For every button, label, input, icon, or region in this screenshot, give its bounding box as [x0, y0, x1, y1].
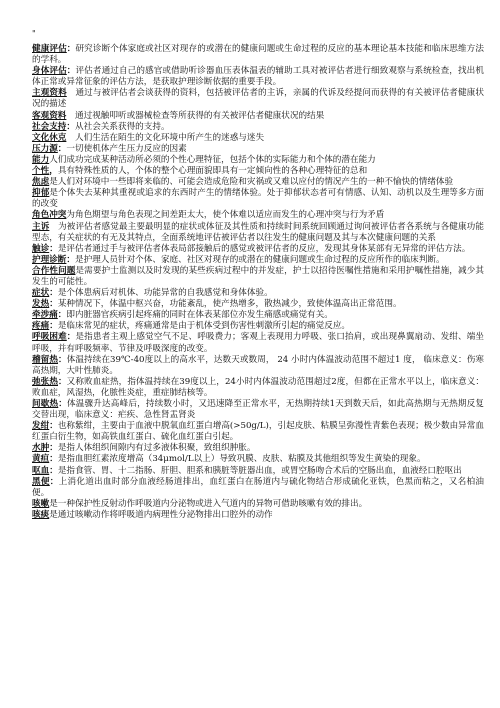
- entry-term: 合作性问题: [32, 265, 76, 276]
- glossary-entry: [32, 266, 484, 288]
- entry-term: 客观资料: [32, 110, 67, 121]
- entry-separator: ：: [66, 254, 75, 265]
- glossary-entry: [32, 144, 484, 155]
- entry-term: 呕血: [32, 465, 50, 476]
- entry-definition: 具有特殊性质的人，个体的整个心理面貌即具有一定倾向性的各种心理特征的总和: [57, 166, 368, 177]
- glossary-entry: [32, 188, 484, 210]
- entry-definition: 评估者通过自己的感官或借助听诊器血压表体温表的辅助工具对被评估者进行细致观察与系统检查，找出机体正常或异常征象的评估方法，是获取护理诊断依据的重要手段。: [32, 66, 484, 88]
- entry-separator: ：: [49, 243, 58, 254]
- entry-separator: ：: [66, 332, 76, 343]
- glossary-entry: [32, 44, 484, 66]
- entry-definition: 是通过咳嗽动作将呼吸道内病理性分泌物排出口腔外的动作: [49, 509, 273, 520]
- glossary-entry: [32, 133, 484, 144]
- entry-definition: 为被评估者感觉最主要最明显的症状或体征及其性质和持续时间系统回顾通过询问被评估者各系统与各健康功能型态，有关症状的有无及其特点，全面系统地评估被评估者以往发生的健康问题及其与本次健康问题的关系: [32, 221, 484, 243]
- entry-definition: 是评估者通过手与被评估者体表局部接触后的感觉或被评估者的反应，发现其身体某部有无异常的评估方法。: [57, 243, 471, 254]
- glossary-entry: [32, 111, 484, 122]
- entry-definition: 体温持续在39℃-40度以上的高水平，达数天或数周， 24 小时内体温波动范围不超过1 度， 临床意义：伤寒高热期，大叶性肺炎。: [32, 354, 484, 376]
- glossary-entry: [32, 122, 484, 133]
- entry-definition: 是指人体组织间隙内有过多液体积聚，致组织肿胀。: [57, 443, 256, 454]
- entry-definition: 人们成功完成某种活动所必须的个性心理特征，包括个体的实际能力和个体的潜在能力: [49, 154, 376, 165]
- entry-definition: 从社会关系获得的支持。: [75, 121, 170, 132]
- entry-term: 能力: [32, 154, 50, 165]
- entry-separator: ：: [49, 465, 58, 476]
- glossary-entry: [32, 299, 484, 310]
- entry-term: 呼吸困难: [32, 332, 67, 343]
- entry-separator: ：: [57, 310, 67, 321]
- entry-definition: 又称败血症热，指体温持续在39度以上，24小时内体温波动范围超过2度，但都在正常水平以上，临床意义：败血症，风湿热，化脓性炎症，重症肺结核等。: [32, 376, 484, 398]
- glossary-entry: [32, 477, 484, 499]
- entry-separator: ，: [49, 166, 58, 177]
- entry-definition: 一切使机体产生压力反应的因素: [66, 143, 187, 154]
- entry-definition: 是护理人员针对个体、家庭、社区对现存的或潜在的健康问题或生命过程的反应所作的临床判断。: [75, 254, 445, 265]
- entry-definition: 是个体失去某种其重视或追求的东西时产生的情绪体验。处于抑郁状态者可有情感、认知、动机以及生理等多方面的改变: [32, 188, 484, 210]
- glossary-entry: [32, 288, 484, 299]
- entry-term: 发绀: [32, 421, 50, 432]
- glossary-entry: [32, 421, 484, 443]
- entry-term: 发热: [32, 299, 50, 310]
- entry-definition: 是个体患病后对机体、功能异常的自我感觉和身体体验。: [57, 288, 273, 299]
- glossary-entry: [32, 255, 484, 266]
- glossary-entry: [32, 88, 484, 110]
- entry-definition: 体温骤升达高峰后，持续数小时，又迅速降至正常水平，无热期持续1天到数天后，如此高热期与无热期反复交替出现，临床意义：疟疾、急性肾盂肾炎: [32, 399, 484, 421]
- entry-term: 角色冲突: [32, 210, 67, 221]
- entry-term: 抑郁: [32, 188, 50, 199]
- entry-separator: ：: [49, 454, 58, 465]
- entry-term: 间歇热: [32, 399, 59, 409]
- glossary-entry: [32, 355, 484, 377]
- entry-definition: 人们生活在陌生的文化环境中所产生的迷惑与迷失: [75, 132, 265, 143]
- entry-term: 社会支持: [32, 121, 67, 132]
- glossary-list: [32, 44, 484, 521]
- glossary-entry: [32, 377, 484, 399]
- entry-definition: 是指患者主观上感觉空气不足、呼吸费力；客观上表现用力呼吸、张口抬肩，或出现鼻翼扇动、发绀、端坐呼吸，并有呼吸频率、节律及呼吸深度的改变。: [32, 332, 484, 354]
- entry-separator: ：: [58, 354, 67, 365]
- entry-separator: ：: [49, 443, 58, 454]
- entry-separator: ：: [58, 399, 68, 409]
- entry-term: 牵涉痛: [32, 310, 58, 321]
- glossary-entry: [32, 510, 484, 521]
- entry-separator: ：: [66, 66, 76, 77]
- entry-term: 咳痰: [32, 509, 50, 520]
- entry-term: 文化休克: [32, 132, 67, 143]
- entry-definition: 是人们对环境中一些即将来临的、可能会造成危险和灾祸或又难以应付的情况产生的一种不愉快的情绪体验: [49, 177, 454, 188]
- glossary-entry: [32, 332, 484, 354]
- entry-definition: 上消化道出血时部分血液经肠道排出，血红蛋白在肠道内与硫化物结合形成硫化亚铁，色黑而粘之，又名柏油便。: [32, 476, 484, 498]
- entry-term: 疼痛: [32, 321, 50, 332]
- entry-definition: 即内脏器官疾病引起疼痛的同时在体表某部位亦发生痛感或痛觉有关。: [66, 310, 333, 321]
- entry-separator: ：: [57, 143, 67, 154]
- glossary-entry: [32, 321, 484, 332]
- glossary-entry: [32, 499, 484, 510]
- entry-term: 焦虑: [32, 177, 50, 188]
- glossary-entry: [32, 222, 484, 244]
- entry-term: 黑便: [32, 476, 50, 487]
- glossary-entry: [32, 166, 484, 177]
- entry-definition: 是指食管、胃、十二指肠、肝胆、胆系和胰脏等脏器出血，或胃空肠吻合术后的空肠出血，血液经口腔呕出: [57, 465, 462, 476]
- glossary-entry: [32, 177, 484, 188]
- entry-term: 弛张热: [32, 376, 58, 387]
- entry-definition: 为角色期望与角色表现之间差距太大，使个体难以适应而发生的心理冲突与行为矛盾: [66, 210, 385, 221]
- entry-definition: 是指血胆红素浓度增高（34μmol/L以上）导致巩膜、皮肤、粘膜及其他组织等发生黄染的现象。: [57, 454, 426, 465]
- glossary-entry: [32, 66, 484, 88]
- entry-definition: 某种情况下，体温中枢兴奋，功能紊乱，使产热增多，散热减少，致使体温高出正常范围。: [57, 299, 402, 310]
- entry-term: 主观资料: [32, 88, 67, 99]
- page-mark: ": [32, 29, 36, 38]
- entry-term: 个性: [32, 166, 50, 177]
- entry-definition: 是一种保护性反射动作呼吸道内分泌物或进入气道内的异物可借助咳嗽有效的排出。: [49, 498, 368, 509]
- entry-term: 水肿: [32, 443, 50, 454]
- entry-definition: 是需要护士监测以及时发现的某些疾病过程中的并发症，护士以招待医嘱性措施和采用护嘱性措施，减少其发生的可能性。: [32, 265, 484, 287]
- entry-definition: 通过视触叩听或器械检查等所获得的有关被评估者健康状况的结果: [75, 110, 325, 121]
- entry-term: 触诊: [32, 243, 50, 254]
- entry-separator: ：: [49, 299, 58, 310]
- entry-term: 稽留热: [32, 354, 58, 365]
- glossary-entry: [32, 310, 484, 321]
- entry-separator: [49, 222, 58, 232]
- entry-separator: ：: [58, 376, 67, 387]
- entry-term: 主诉: [32, 221, 50, 232]
- glossary-entry: [32, 443, 484, 454]
- entry-separator: ：: [66, 121, 75, 132]
- entry-definition: 研究诊断个体家庭或社区对现存的或潜在的健康问题或生命过程的反应的基本理论基本技能和临床思维方法的学科。: [32, 44, 484, 66]
- entry-term: 身体评估: [32, 66, 67, 77]
- entry-separator: ：: [49, 321, 58, 332]
- entry-separator: [66, 133, 75, 143]
- entry-separator: [66, 111, 75, 121]
- entry-definition: 也称紫绀，主要由于血液中脱氧血红蛋白增高(>50g/L)，引起皮肤、粘膜呈弥漫性青紫色表现；极少数由异常血红蛋白衍生物，如高铁血红蛋白、硫化血红蛋白引起。: [32, 421, 484, 443]
- glossary-entry: [32, 454, 484, 465]
- entry-separator: ：: [66, 44, 76, 54]
- entry-definition: 通过与被评估者会谈获得的资料，包括被评估者的主诉，亲属的代诉及经提问而获得的有关被评估者健康状况的描述: [32, 88, 484, 110]
- entry-term: 护理诊断: [32, 254, 67, 265]
- glossary-entry: [32, 210, 484, 221]
- entry-separator: ：: [49, 288, 58, 299]
- entry-definition: 是临床常见的症状，疼痛通常是由于机体受到伤害性刺激所引起的痛觉反应。: [57, 321, 351, 332]
- glossary-entry: [32, 244, 484, 255]
- entry-term: 压力源: [32, 143, 58, 154]
- glossary-entry: [32, 399, 484, 421]
- entry-term: 健康评估: [32, 44, 67, 54]
- entry-separator: ：: [49, 421, 58, 432]
- entry-term: 症状: [32, 288, 50, 299]
- glossary-entry: [32, 466, 484, 477]
- entry-separator: ：: [49, 476, 59, 487]
- glossary-entry: [32, 155, 484, 166]
- entry-term: 咳嗽: [32, 498, 50, 509]
- entry-term: 黄疸: [32, 454, 50, 465]
